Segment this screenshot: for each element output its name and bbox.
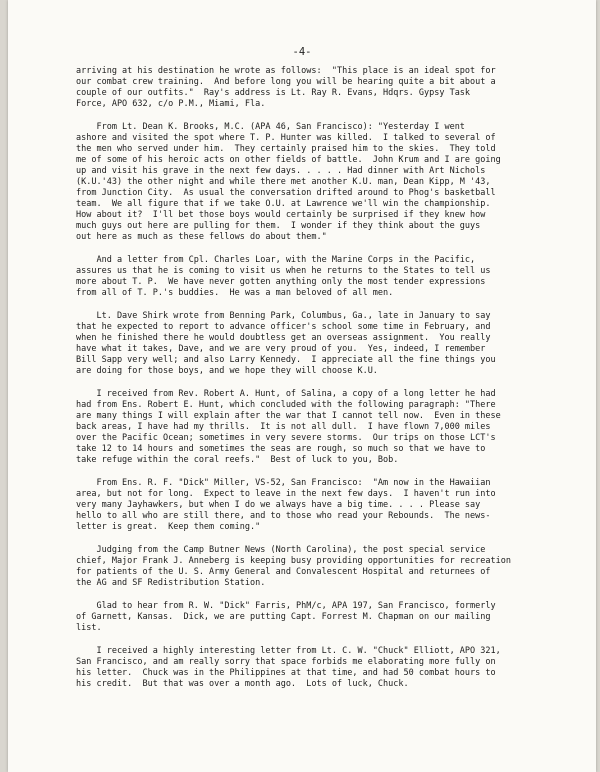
paragraph [76,66,554,110]
text-line: have what it takes, Dave, and we are very proud of you. Yes, indeed, I remember [76,344,486,354]
paragraph [76,311,554,377]
text-line: our combat crew training. And before long you will be hearing quite a bit about a [76,77,496,87]
text-line: hello to all who are still there, and to those who read your Rebounds. The news- [76,511,491,521]
text-line: more about T. P. We have never gotten anything only the most tender expressions [76,277,486,287]
document-body [76,66,554,702]
paragraph [76,601,554,634]
text-line: are doing for those boys, and we hope they will choose K.U. [76,366,378,376]
text-line: From Ens. R. F. "Dick" Miller, VS-52, San Francisco: "Am now in the Hawaiian [76,478,491,488]
text-line: assures us that he is coming to visit us when he returns to the States to tell us [76,266,491,276]
paragraph [76,122,554,243]
text-line: chief, Major Frank J. Anneberg is keeping busy providing opportunities for recreation [76,556,511,566]
document-page [8,0,596,772]
text-line: from all of T. P.'s buddies. He was a man beloved of all men. [76,288,394,298]
text-line: the AG and SF Redistribution Station. [76,578,266,588]
text-line: from Junction City. As usual the conversation drifted around to Phog's basketball [76,188,496,198]
text-line: that he expected to report to advance officer's school some time in February, and [76,322,491,332]
text-line: over the Pacific Ocean; sometimes in very severe storms. Our trips on those LCT's [76,433,496,443]
text-line: Judging from the Camp Butner News (North Carolina), the post special service [76,545,486,555]
text-line: had from Ens. Robert E. Hunt, which concluded with the following paragraph: "There [76,400,496,410]
text-line: (K.U.'43) the other night and while there met another K.U. man, Dean Kipp, M '43, [76,177,491,187]
text-line: letter is great. Keep them coming." [76,522,261,532]
text-line: I received a highly interesting letter from Lt. C. W. "Chuck" Elliott, APO 321, [76,646,501,656]
paragraph [76,646,554,690]
text-line: me of some of his heroic acts on other fields of battle. John Krum and I are going [76,155,501,165]
paragraph [76,255,554,299]
text-line: From Lt. Dean K. Brooks, M.C. (APA 46, San Francisco): "Yesterday I went [76,122,465,132]
text-line: Lt. Dave Shirk wrote from Benning Park, Columbus, Ga., late in January to say [76,311,491,321]
text-line: out here as much as these fellows do about them." [76,232,327,242]
text-line: for patients of the U. S. Army General and Convalescent Hospital and returnees of [76,567,491,577]
paragraph [76,389,554,466]
text-line: his credit. But that was over a month ago. Lots of luck, Chuck. [76,679,409,689]
text-line: Bill Sapp very well; and also Larry Kennedy. I appreciate all the fine things you [76,355,496,365]
text-line: list. [76,623,102,633]
text-line: up and visit his grave in the next few days. . . . . Had dinner with Art Nichols [76,166,486,176]
text-line: are many things I will explain after the war that I cannot tell now. Even in these [76,411,501,421]
text-line: couple of our outfits." Ray's address is Lt. Ray R. Evans, Hdqrs. Gypsy Task [76,88,471,98]
text-line: And a letter from Cpl. Charles Loar, with the Marine Corps in the Pacific, [76,255,476,265]
text-line: San Francisco, and am really sorry that space forbids me elaborating more fully on [76,657,496,667]
text-line: much guys out here are pulling for them. I wonder if they think about the guys [76,221,481,231]
text-line: ashore and visited the spot where T. P. Hunter was killed. I talked to several of [76,133,496,143]
text-line: take refuge within the coral reefs." Best of luck to you, Bob. [76,455,399,465]
text-line: Glad to hear from R. W. "Dick" Farris, PhM/c, APA 197, San Francisco, formerly [76,601,496,611]
text-line: How about it? I'll bet those boys would certainly be surprised if they knew how [76,210,486,220]
text-line: very many Jayhawkers, but when I do we always have a big time. . . . Please say [76,500,481,510]
text-line: take 12 to 14 hours and sometimes the seas are rough, so much so that we have to [76,444,486,454]
paragraph [76,545,554,589]
text-line: arriving at his destination he wrote as follows: "This place is an ideal spot for [76,66,496,76]
text-line: when he finished there he would doubtless get an overseas assignment. You really [76,333,491,343]
text-line: back areas, I have had my thrills. It is not all dull. I have flown 7,000 miles [76,422,491,432]
text-line: the men who served under him. They certainly praised him to the skies. They told [76,144,496,154]
text-line: team. We all figure that if we take O.U. at Lawrence we'll win the championship. [76,199,491,209]
text-line: I received from Rev. Robert A. Hunt, of Salina, a copy of a long letter he had [76,389,496,399]
text-line: Force, APO 632, c/o P.M., Miami, Fla. [76,99,266,109]
text-line: area, but not for long. Expect to leave in the next few days. I haven't run into [76,489,496,499]
paragraph [76,478,554,533]
text-line: of Garnett, Kansas. Dick, we are putting Capt. Forrest M. Chapman on our mailing [76,612,491,622]
text-line: his letter. Chuck was in the Philippines at that time, and had 50 combat hours to [76,668,496,678]
page-number: -4- [292,46,312,58]
